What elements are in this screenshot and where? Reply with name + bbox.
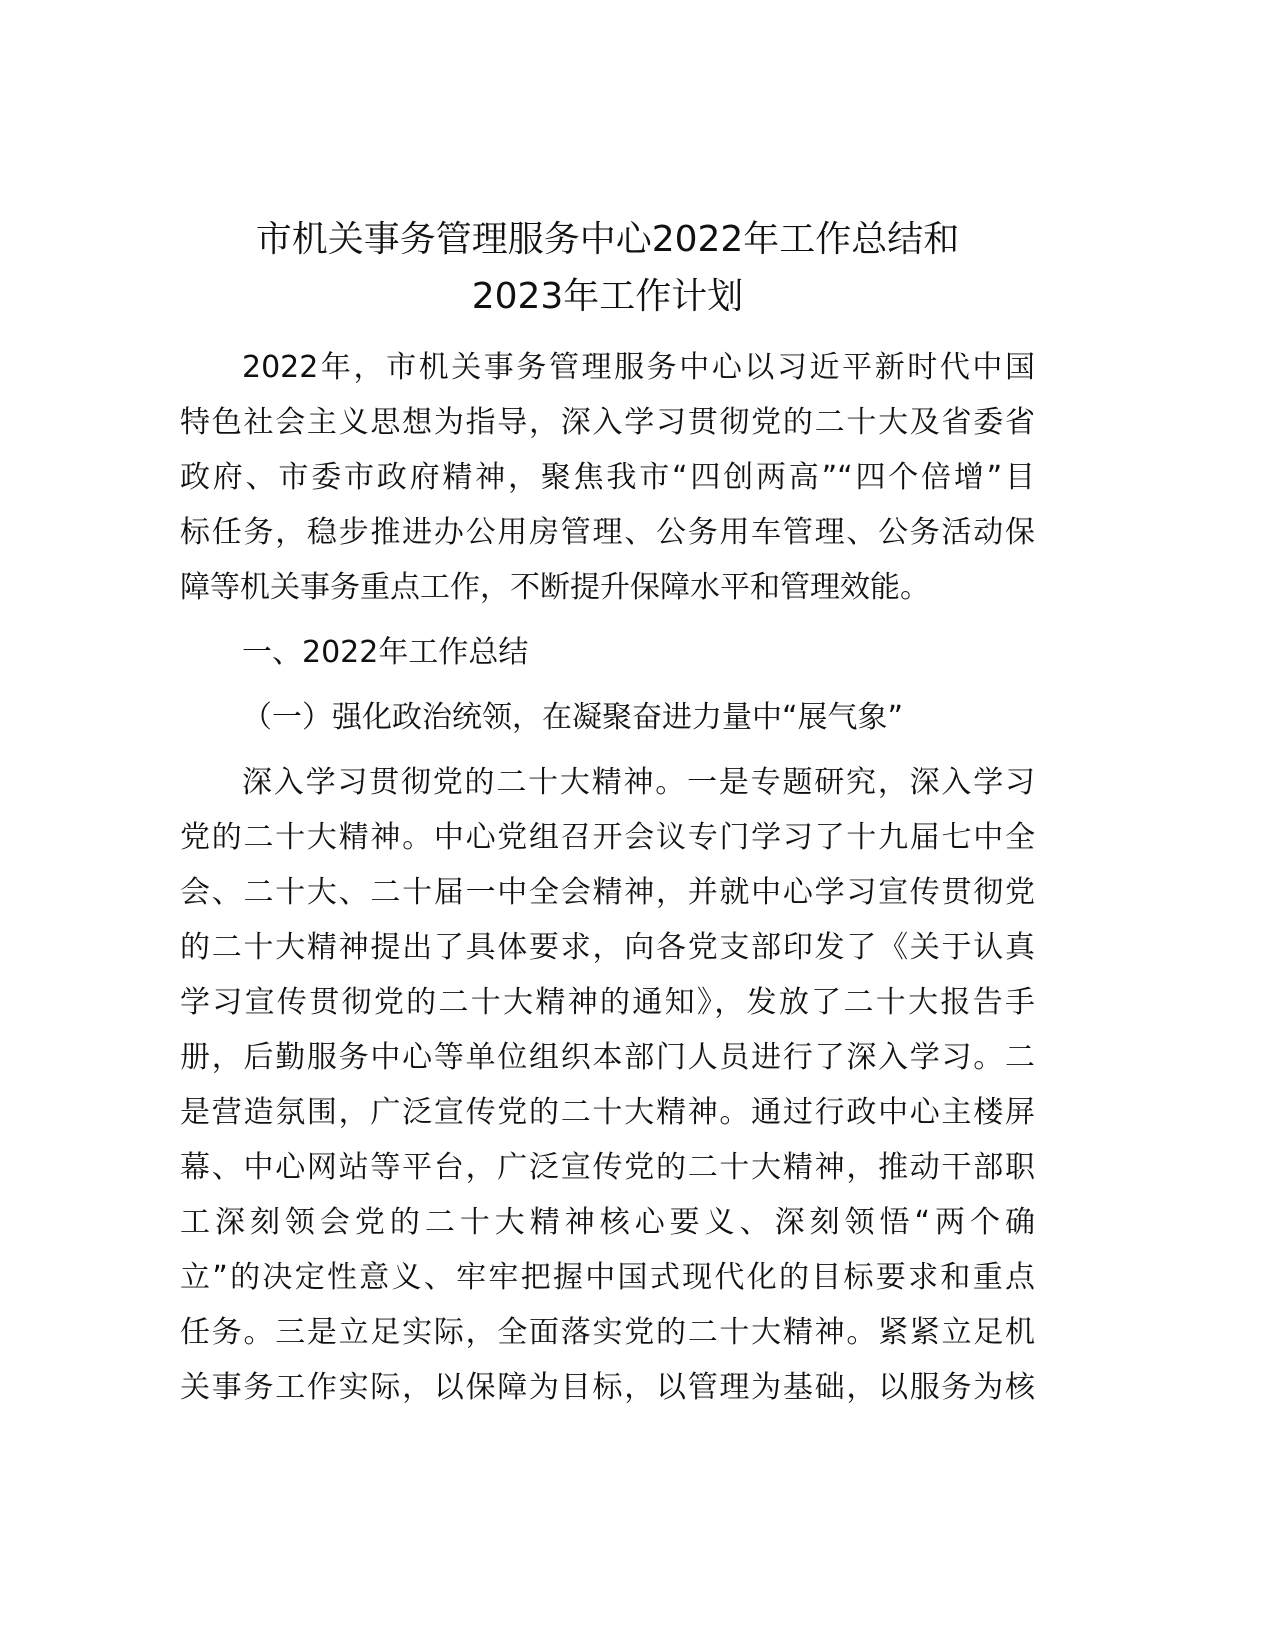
paragraph-spacing: [180, 745, 1035, 755]
text-line: 一、2022年工作总结: [242, 635, 529, 670]
text-line: 党的二十大精神。中心党组召开会议专门学习了十九届七中全: [180, 820, 1035, 855]
text-line: 幕、中心网站等平台，广泛宣传党的二十大精神，推动干部职: [180, 1150, 1035, 1185]
text-line: 特色社会主义思想为指导，深入学习贯彻党的二十大及省委省: [180, 405, 1035, 440]
paragraph-spacing: [180, 615, 1035, 625]
document-title-line-1: 市机关事务管理服务中心2022年工作总结和: [255, 219, 960, 260]
text-line: 障等机关事务重点工作，不断提升保障水平和管理效能。: [180, 570, 930, 605]
section-heading: [180, 625, 1035, 680]
text-line: 政府、市委市政府精神，聚焦我市“四创两高”“四个倍增”目: [180, 460, 1035, 495]
text-line: 学习宣传贯彻党的二十大精神的通知》，发放了二十大报告手: [180, 985, 1035, 1020]
text-line: 深入学习贯彻党的二十大精神。一是专题研究，深入学习: [242, 765, 1035, 800]
text-line: 任务。三是立足实际，全面落实党的二十大精神。紧紧立足机: [180, 1315, 1035, 1350]
text-line: 是营造氛围，广泛宣传党的二十大精神。通过行政中心主楼屏: [180, 1095, 1035, 1130]
paragraph: [180, 340, 1035, 615]
text-line: 的二十大精神提出了具体要求，向各党支部印发了《关于认真: [180, 930, 1035, 965]
text-line: 立”的决定性意义、牢牢把握中国式现代化的目标要求和重点: [180, 1260, 1035, 1295]
paragraph: [180, 755, 1035, 1415]
text-line: 册，后勤服务中心等单位组织本部门人员进行了深入学习。二: [180, 1040, 1035, 1075]
paragraph-spacing: [180, 680, 1035, 690]
text-line: 工深刻领会党的二十大精神核心要义、深刻领悟“两个确: [180, 1205, 1035, 1240]
text-line: 会、二十大、二十届一中全会精神，并就中心学习宣传贯彻党: [180, 875, 1035, 910]
section-heading: [180, 690, 1035, 745]
text-line: 2022年，市机关事务管理服务中心以习近平新时代中国: [242, 350, 1035, 385]
document-title-line-2: 2023年工作计划: [471, 276, 744, 317]
text-line: 标任务，稳步推进办公用房管理、公务用车管理、公务活动保: [180, 515, 1035, 550]
text-line: 关事务工作实际，以保障为目标，以管理为基础，以服务为核: [180, 1370, 1035, 1405]
text-line: （一）强化政治统领，在凝聚奋进力量中“展气象”: [242, 700, 904, 735]
document-body: [180, 340, 1035, 1415]
